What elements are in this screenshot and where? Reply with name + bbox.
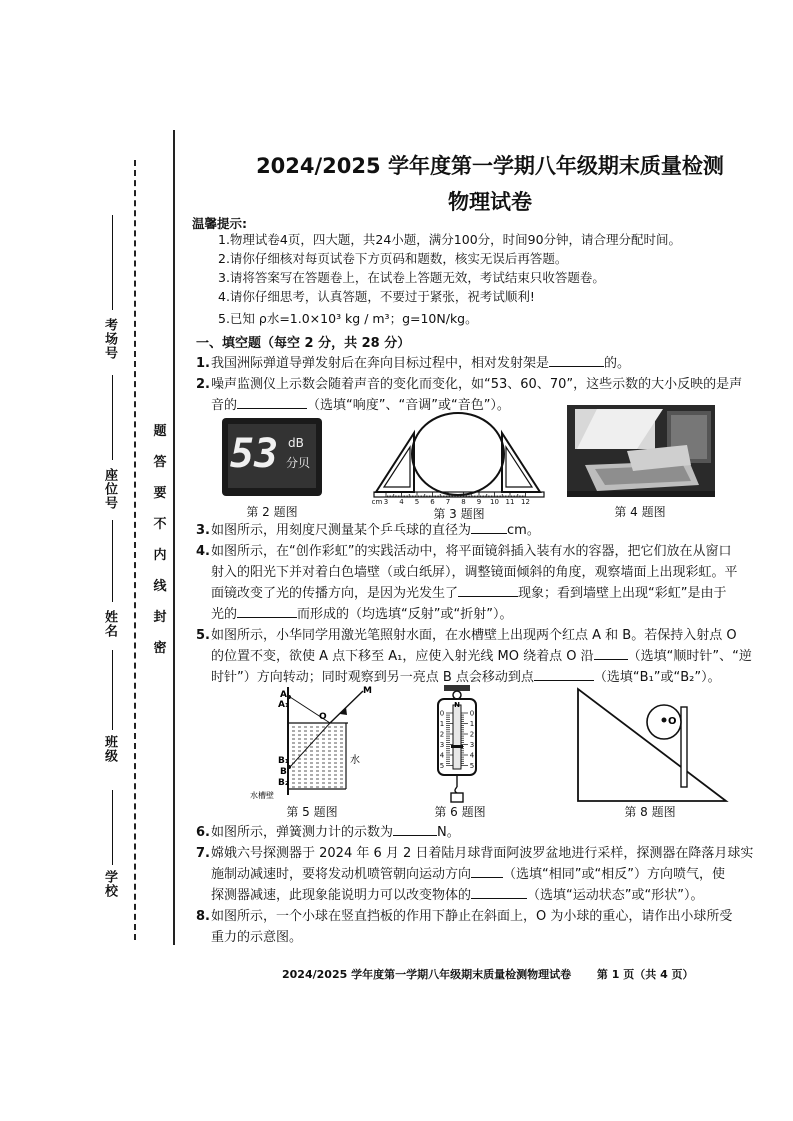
question-number: 2.: [196, 377, 210, 392]
answer-blank[interactable]: [471, 864, 503, 878]
laser-water-tank-diagram: [250, 685, 380, 803]
binding-label-class: 班级: [102, 735, 117, 763]
answer-blank[interactable]: [594, 646, 628, 660]
label-A: A: [280, 690, 287, 700]
binding-label-seat: 座位号: [102, 468, 117, 510]
scale-label: 5: [469, 762, 475, 770]
question-text: 现象；看到墙壁上出现“彩虹”是由于: [518, 586, 727, 601]
question-number: 6.: [196, 825, 210, 840]
figure-4: [567, 405, 715, 497]
label-B: B: [280, 767, 287, 777]
ruler-tick-label: 5: [414, 498, 420, 506]
label-O: O: [319, 712, 327, 722]
scale-label: 3: [469, 741, 475, 749]
question-text: 如图所示，用刻度尺测量某个乒乓球的直径为: [211, 523, 472, 538]
figure-2: [222, 418, 324, 498]
scale-label: 1: [439, 720, 445, 728]
footer-title: 2024/2025 学年度第一学期八年级期末质量检测物理试卷: [282, 968, 572, 981]
answer-blank[interactable]: [393, 822, 437, 836]
question-text: （选填“顺时针”、“逆: [627, 649, 752, 664]
ruler-tick-label: 4: [399, 498, 404, 506]
seal-char: 不: [153, 517, 167, 532]
question-number: 8.: [196, 909, 210, 924]
seal-char: 内: [153, 548, 167, 563]
scale-label: 3: [439, 741, 445, 749]
figure-3-caption: 第 3 题图: [433, 507, 485, 521]
ball-on-incline-diagram: [576, 687, 730, 803]
notice-item: 2.请你仔细核对每页试卷下方页码和题数，核实无误后再答题。: [218, 251, 568, 266]
answer-blank[interactable]: [237, 604, 297, 618]
question-text: cm。: [507, 523, 540, 538]
question-text: 音的: [211, 398, 238, 413]
binding-line-class: [112, 650, 113, 730]
ruler-tick-label: 6: [430, 498, 435, 506]
ruler-tick-label: 9: [476, 498, 482, 506]
answer-blank[interactable]: [237, 395, 307, 409]
figure-3: [371, 413, 544, 506]
question-1: [196, 353, 786, 374]
label-water: 水: [350, 755, 360, 766]
notice-item: 1.物理试卷4页，四大题，共24小题，满分100分，时间90分钟，请合理分配时间。: [218, 232, 682, 247]
binding-line-exam-room: [112, 215, 113, 310]
question-text: 如图所示，小华同学用激光笔照射水面，在水槽壁上出现两个红点 A 和 B。若保持入射点 O: [211, 628, 737, 643]
figure-6-caption: 第 6 题图: [434, 805, 486, 819]
scale-label: 2: [439, 730, 445, 739]
question-text: N。: [437, 825, 460, 840]
notice-item: 3.请将答案写在答题卷上，在试卷上答题无效，考试结束只收答题卷。: [218, 270, 605, 285]
scale-label: 4: [439, 751, 445, 760]
noise-meter-value: 53: [230, 431, 279, 477]
label-M: M: [363, 686, 372, 696]
scale-label: 1: [469, 720, 475, 728]
section-heading: 一、填空题（每空 2 分，共 28 分）: [196, 336, 411, 351]
question-3: [196, 520, 786, 541]
seal-char: 封: [153, 610, 167, 625]
question-text: （选填“B₁”或“B₂”）。: [593, 670, 721, 685]
notice-item: 4.请你仔细思考，认真答题，不要过于紧张，祝考试顺利!: [218, 289, 535, 304]
notice-item: 5.已知 ρ水=1.0×10³ kg / m³；g=10N/kg。: [218, 311, 478, 326]
ruler-tick-label: 3: [383, 498, 389, 506]
page-footer: [282, 966, 694, 982]
question-text: （选填“响度”、“音调”或“音色”）。: [307, 398, 510, 413]
question-text: 如图所示，一个小球在竖直挡板的作用下静止在斜面上，O 为小球的重心，请作出小球所受: [211, 909, 733, 924]
notice-list: [218, 230, 778, 328]
label-tank-wall: 水槽壁: [250, 791, 274, 800]
binding-line-name: [112, 520, 113, 602]
question-text: （选填“运动状态”或“形状”）。: [527, 888, 704, 903]
question-number: 4.: [196, 544, 210, 559]
binding-solid-line: [173, 130, 175, 945]
label-A1: A₁: [278, 700, 289, 710]
scale-label: 5: [439, 762, 445, 770]
question-number: 1.: [196, 356, 210, 371]
answer-blank[interactable]: [471, 520, 507, 534]
ruler-tick-label: 7: [445, 498, 451, 506]
binding-line-school: [112, 790, 113, 865]
page-subtitle: 物理试卷: [448, 190, 532, 214]
question-text: 如图所示，在“创作彩虹”的实践活动中，将平面镜斜插入装有水的容器，把它们放在从窗口: [211, 544, 732, 559]
question-text: 噪声监测仪上示数会随着声音的变化而变化，如“53、60、70”，这些示数的大小反映的是声: [211, 377, 743, 392]
question-number: 3.: [196, 523, 210, 538]
binding-dashed-line: [134, 160, 136, 940]
question-text: 重力的示意图。: [211, 930, 303, 945]
binding-label-school: 学校: [102, 870, 117, 898]
binding-label-exam-room: 考场号: [102, 318, 117, 360]
question-text: 而形成的（均选填“反射”或“折射”）。: [297, 607, 513, 622]
footer-page-number: 第 1 页（共 4 页）: [596, 968, 694, 981]
question-text: 光的: [211, 607, 238, 622]
label-B1: B₁: [278, 756, 289, 766]
question-4: [196, 541, 791, 625]
question-6: [196, 822, 786, 843]
figure-6: [432, 683, 482, 803]
answer-blank[interactable]: [534, 667, 594, 681]
answer-blank[interactable]: [471, 885, 527, 899]
seal-char: 答: [153, 455, 167, 470]
scale-label: 0: [439, 709, 445, 718]
seal-char: 密: [153, 641, 167, 656]
question-text: 的位置不变，欲使 A 点下移至 A₁，应使入射光线 MO 绕着点 O 沿: [211, 649, 594, 664]
question-text: 的。: [604, 356, 631, 371]
ruler-tick-label: 8: [461, 498, 466, 506]
seal-char: 线: [153, 579, 167, 594]
page-title: 2024/2025 学年度第一学期八年级期末质量检测: [256, 154, 724, 178]
scale-label: 0: [469, 709, 475, 718]
ruler-ball-diagram: [371, 413, 544, 506]
question-text: 我国洲际弹道导弹发射后在奔向目标过程中，相对发射架是: [211, 356, 550, 371]
ruler-tick-label: 10: [490, 498, 499, 506]
question-number: 5.: [196, 628, 210, 643]
figure-8: [576, 687, 730, 803]
noise-meter-unit-top: dB: [288, 436, 304, 450]
figure-5: [250, 685, 380, 803]
scale-label: 2: [469, 730, 475, 739]
question-text: 射入的阳光下并对着白色墙壁（或白纸屏），调整镜面倾斜的角度，观察墙面上出现彩虹。平: [211, 565, 738, 580]
question-text: 时针”）方向转动；同时观察到另一亮点 B 点会移动到点: [211, 670, 534, 685]
question-text: 如图所示，弹簧测力计的示数为: [211, 825, 394, 840]
figure-2-caption: 第 2 题图: [246, 505, 298, 519]
noise-meter-unit-bottom: 分贝: [286, 456, 311, 470]
label-center-O: O: [668, 716, 677, 727]
question-text: 面镜改变了光的传播方向，是因为光发生了: [211, 586, 459, 601]
figure-5-caption: 第 5 题图: [286, 805, 338, 819]
binding-line-seat: [112, 375, 113, 460]
answer-blank[interactable]: [458, 583, 518, 597]
question-text: 探测器减速，此现象能说明力可以改变物体的: [211, 888, 472, 903]
question-7: [196, 843, 791, 906]
scale-N-label: N: [454, 701, 460, 709]
seal-text-column: [150, 420, 170, 668]
seal-char: 要: [153, 486, 167, 501]
question-text: 施制动减速时，要将发动机喷管朝向运动方向: [211, 867, 472, 882]
question-5: [196, 625, 791, 688]
seal-char: 题: [153, 424, 167, 439]
label-B2: B₂: [278, 778, 289, 788]
rainbow-experiment-photo: [567, 405, 715, 497]
ruler-unit-label: cm: [371, 498, 383, 506]
ruler-tick-label: 11: [505, 498, 515, 506]
notice-heading: 温馨提示:: [192, 216, 247, 231]
answer-blank[interactable]: [549, 353, 604, 367]
question-text: （选填“相同”或“相反”）方向喷气，使: [503, 867, 725, 882]
question-8: [196, 906, 791, 948]
noise-meter-display: [222, 418, 322, 496]
ruler-tick-label: 12: [521, 498, 530, 506]
binding-label-name: 姓名: [102, 610, 117, 638]
figure-8-caption: 第 8 题图: [624, 805, 676, 819]
question-number: 7.: [196, 846, 210, 861]
question-text: 嫦娥六号探测器于 2024 年 6 月 2 日着陆月球背面阿波罗盆地进行采样，探测器在降落月球实: [211, 846, 754, 861]
spring-scale-diagram: [432, 683, 482, 803]
figure-4-caption: 第 4 题图: [614, 505, 666, 519]
scale-label: 4: [469, 751, 475, 760]
